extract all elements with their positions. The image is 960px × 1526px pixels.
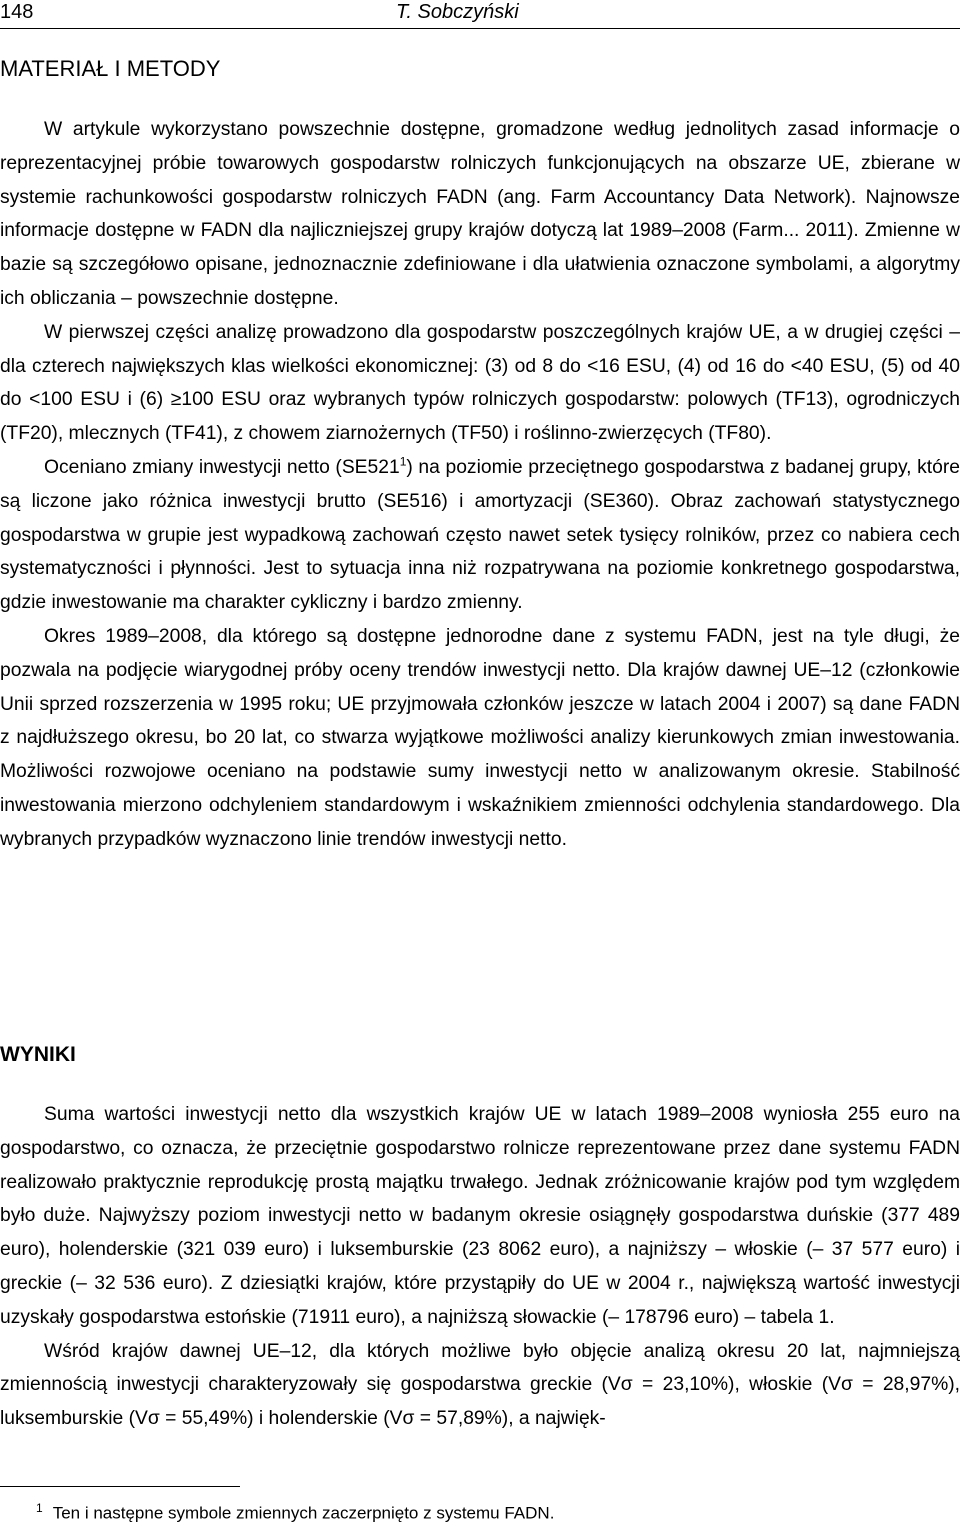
paragraph: Okres 1989–2008, dla którego są dostępne jednorodne dane z systemu FADN, jest na tyle długi, że pozwala na podjęcie wiarygodnej próby oceny trendów inwestycji netto. Dla krajów dawnej UE–12 (członkowie Unii sprzed rozszerzenia w 1995 roku; UE przyjmowała członków jeszcze w latach 2004 i 2007) są dane FADN z najdłuższego okresu, bo 20 lat, co stwarza wyjątkowe możliwości analizy kierunkowych zmian inwestowania. Możliwości rozwojowe oceniano na podstawie sumy inwestycji netto w analizowanym okresie. Stabilność inwestowania mierzono odchyleniem standardowym i wskaźnikiem zmienności odchylenia standardowego. Dla wybranych przypadków wyznaczono linie trendów inwestycji netto. [0, 625, 960, 850]
paragraph [0, 451, 960, 620]
section-title-methods: MATERIAŁ I METODY [0, 56, 221, 81]
footnote-text: Ten i następne symbole zmiennych zaczerpnięto z systemu FADN. [52, 1503, 555, 1523]
footnote [36, 1497, 554, 1525]
results-body [0, 1098, 960, 1436]
header-rule [0, 28, 960, 29]
footnote-mark: 1 [36, 1501, 43, 1515]
paragraph: Suma wartości inwestycji netto dla wszystkich krajów UE w latach 1989–2008 wyniosła 255 euro na gospodarstwo, co oznacza, że przeciętnie gospodarstwo rolnicze reprezentowane przez dane systemu FADN realizowało praktycznie reprodukcję prostą majątku trwałego. Jednak zróżnicowanie krajów pod tym względem było duże. Najwyższy poziom inwestycji netto w badanym okresie osiągnęły gospodarstwa duńskie (377 489 euro), holenderskie (321 039 euro) i luksemburskie (23 8062 euro), a najniższy – włoskie (– 37 577 euro) i greckie (– 32 536 euro). Z dziesiątki krajów, które przystąpiły do UE w 2004 r., największą wartość inwestycji uzyskały gospodarstwa estońskie (71911 euro), a najniższą słowackie (– 178796 euro) – tabela 1. [0, 1104, 960, 1328]
page-header [0, 0, 960, 30]
paragraph: W pierwszej części analizę prowadzono dla gospodarstw poszczególnych krajów UE, a w drugiej części – dla czterech największych klas wielkości ekonomicznej: (3) od 8 do <16 ESU, (4) od 16 do <40 ESU, (5) od 40 do <100 ESU i (6) ≥100 ESU oraz wybranych typów rolniczych gospodarstw: polowych (TF13), ogrodniczych (TF20), mlecznych (TF41), z chowem ziarnożernych (TF50) i roślinno-zwierzęcych (TF80). [0, 321, 960, 445]
footnote-rule [0, 1486, 240, 1487]
paragraph: W artykule wykorzystano powszechnie dostępne, gromadzone według jednolitych zasad informacje o reprezentacyjnej próbie towarowych gospodarstw rolniczych funkcjonujących na obszarze UE, zbierane w systemie rachunkowości gospodarstw rolniczych FADN (ang. Farm Accountancy Data Network). Najnowsze informacje dostępne w FADN dla najliczniejszej grupy krajów dotyczą lat 1989–2008 (Farm... 2011). Zmienne w bazie są szczegółowo opisane, jednoznacznie zdefiniowane i dla ułatwienia oznaczone symbolami, a algorytmy ich obliczania – powszechnie dostępne. [0, 119, 960, 309]
paragraph-text: Oceniano zmiany inwestycji netto (SE521 [44, 456, 400, 478]
paragraph: Wśród krajów dawnej UE–12, dla których możliwe było objęcie analizą okresu 20 lat, najmniejszą zmiennością inwestycji charakteryzowały się gospodarstwa greckie (Vσ = 23,10%), włoskie (Vσ = 28,97%), luksemburskie (Vσ = 55,49%) i holenderskie (Vσ = 57,89%), a najwięk- [0, 1340, 960, 1430]
paragraph-text: ) na poziomie przeciętnego gospodarstwa z badanej grupy, które są liczone jako różnica inwestycji brutto (SE516) i amortyzacji (SE360). Obraz zachowań statystycznego gospodarstwa w grupie jest wypadkową zachowań często nawet setek tysięcy rolników, przez co nabiera cech systematyczności i płynności. Jest to sytuacja inna niż rozpatrywana na poziomie konkretnego gospodarstwa, gdzie inwestowanie ma charakter cykliczny i bardzo zmienny. [0, 456, 960, 614]
running-head: T. Sobczyński [396, 1, 519, 23]
page-number: 148 [0, 1, 34, 23]
methods-body [0, 113, 960, 857]
footnote-reference: 1 [399, 454, 407, 469]
section-title-results: WYNIKI [0, 1043, 76, 1066]
